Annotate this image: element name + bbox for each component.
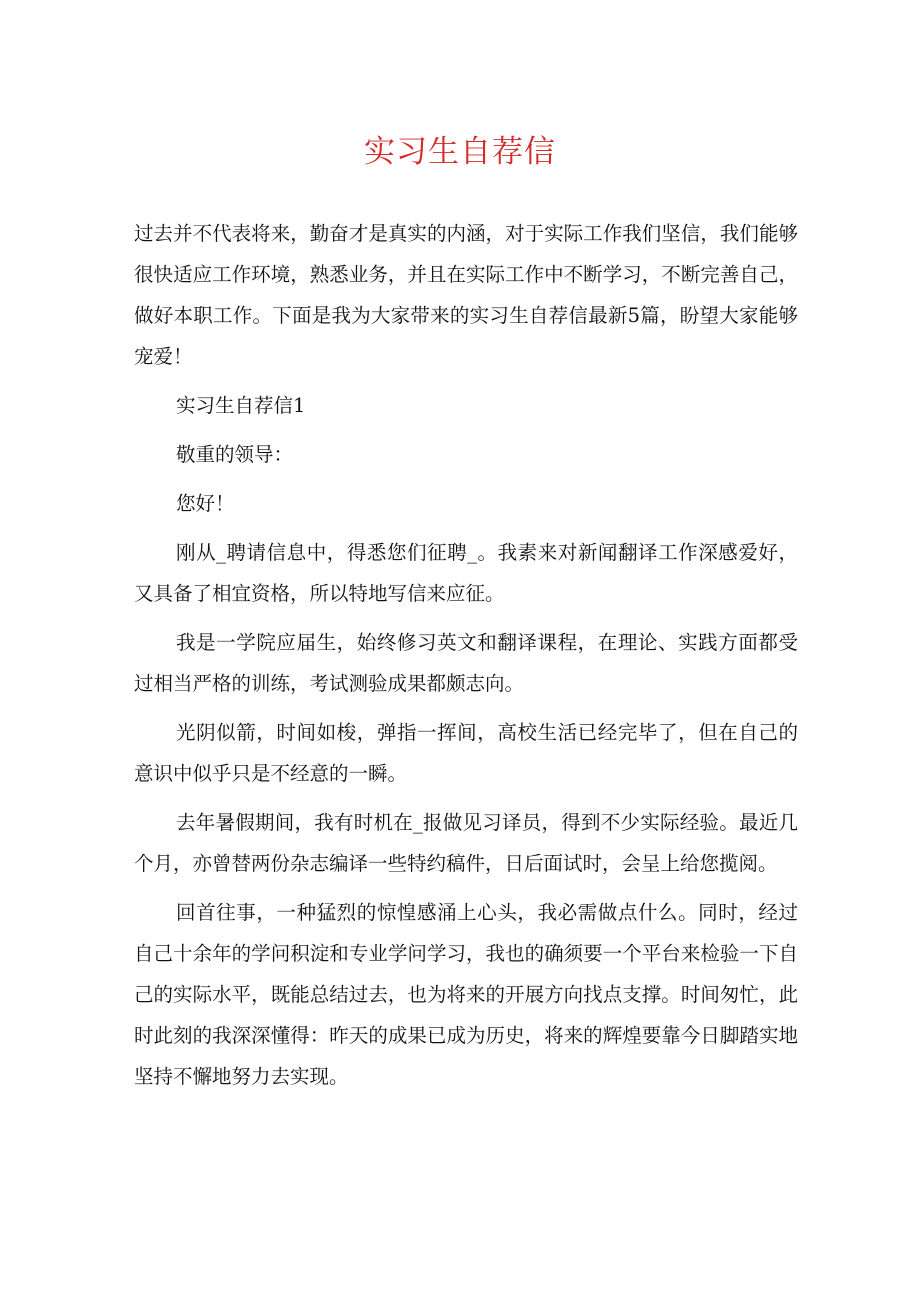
document-body	[134, 213, 798, 1105]
body-paragraph: 去年暑假期间，我有时机在_报做见习译员，得到不少实际经验。最近几个月，亦曾替两份杂志编译一些特约稿件，日后面试时，会呈上给您揽阅。	[134, 811, 798, 875]
intro-paragraph: 过去并不代表将来，勤奋才是真实的内涵，对于实际工作我们坚信，我们能够很快适应工作环境，熟悉业务，并且在实际工作中不断学习，不断完善自己，做好本职工作。下面是我为大家带来的实习生自荐信最新5篇，盼望大家能够宠爱！	[134, 222, 798, 368]
body-paragraph: 刚从_聘请信息中，得悉您们征聘_。我素来对新闻翻译工作深感爱好，又具备了相宜资格，所以特地写信来应征。	[134, 541, 798, 605]
body-paragraph: 光阴似箭，时间如梭，弹指一挥间，高校生活已经完毕了，但在自己的意识中似乎只是不经意的一瞬。	[134, 721, 798, 785]
body-paragraph: 我是一学院应届生，始终修习英文和翻译课程，在理论、实践方面都受过相当严格的训练，考试测验成果都颇志向。	[134, 631, 798, 695]
document-title: 实习生自荐信	[364, 134, 556, 170]
greeting: 您好！	[176, 492, 235, 515]
letter-heading: 实习生自荐信1	[176, 394, 306, 417]
body-paragraph: 回首往事，一种猛烈的惊惶感涌上心头，我必需做点什么。同时，经过自己十余年的学问积淀和专业学问学习，我也的确须要一个平台来检验一下自己的实际水平，既能总结过去，也为将来的开展方向找点支撑。时间匆忙，此时此刻的我深深懂得：昨天的成果已成为历史，将来的辉煌要靠今日脚踏实地坚持不懈地努力去实现。	[134, 901, 798, 1088]
salutation: 敬重的领导：	[176, 443, 294, 466]
